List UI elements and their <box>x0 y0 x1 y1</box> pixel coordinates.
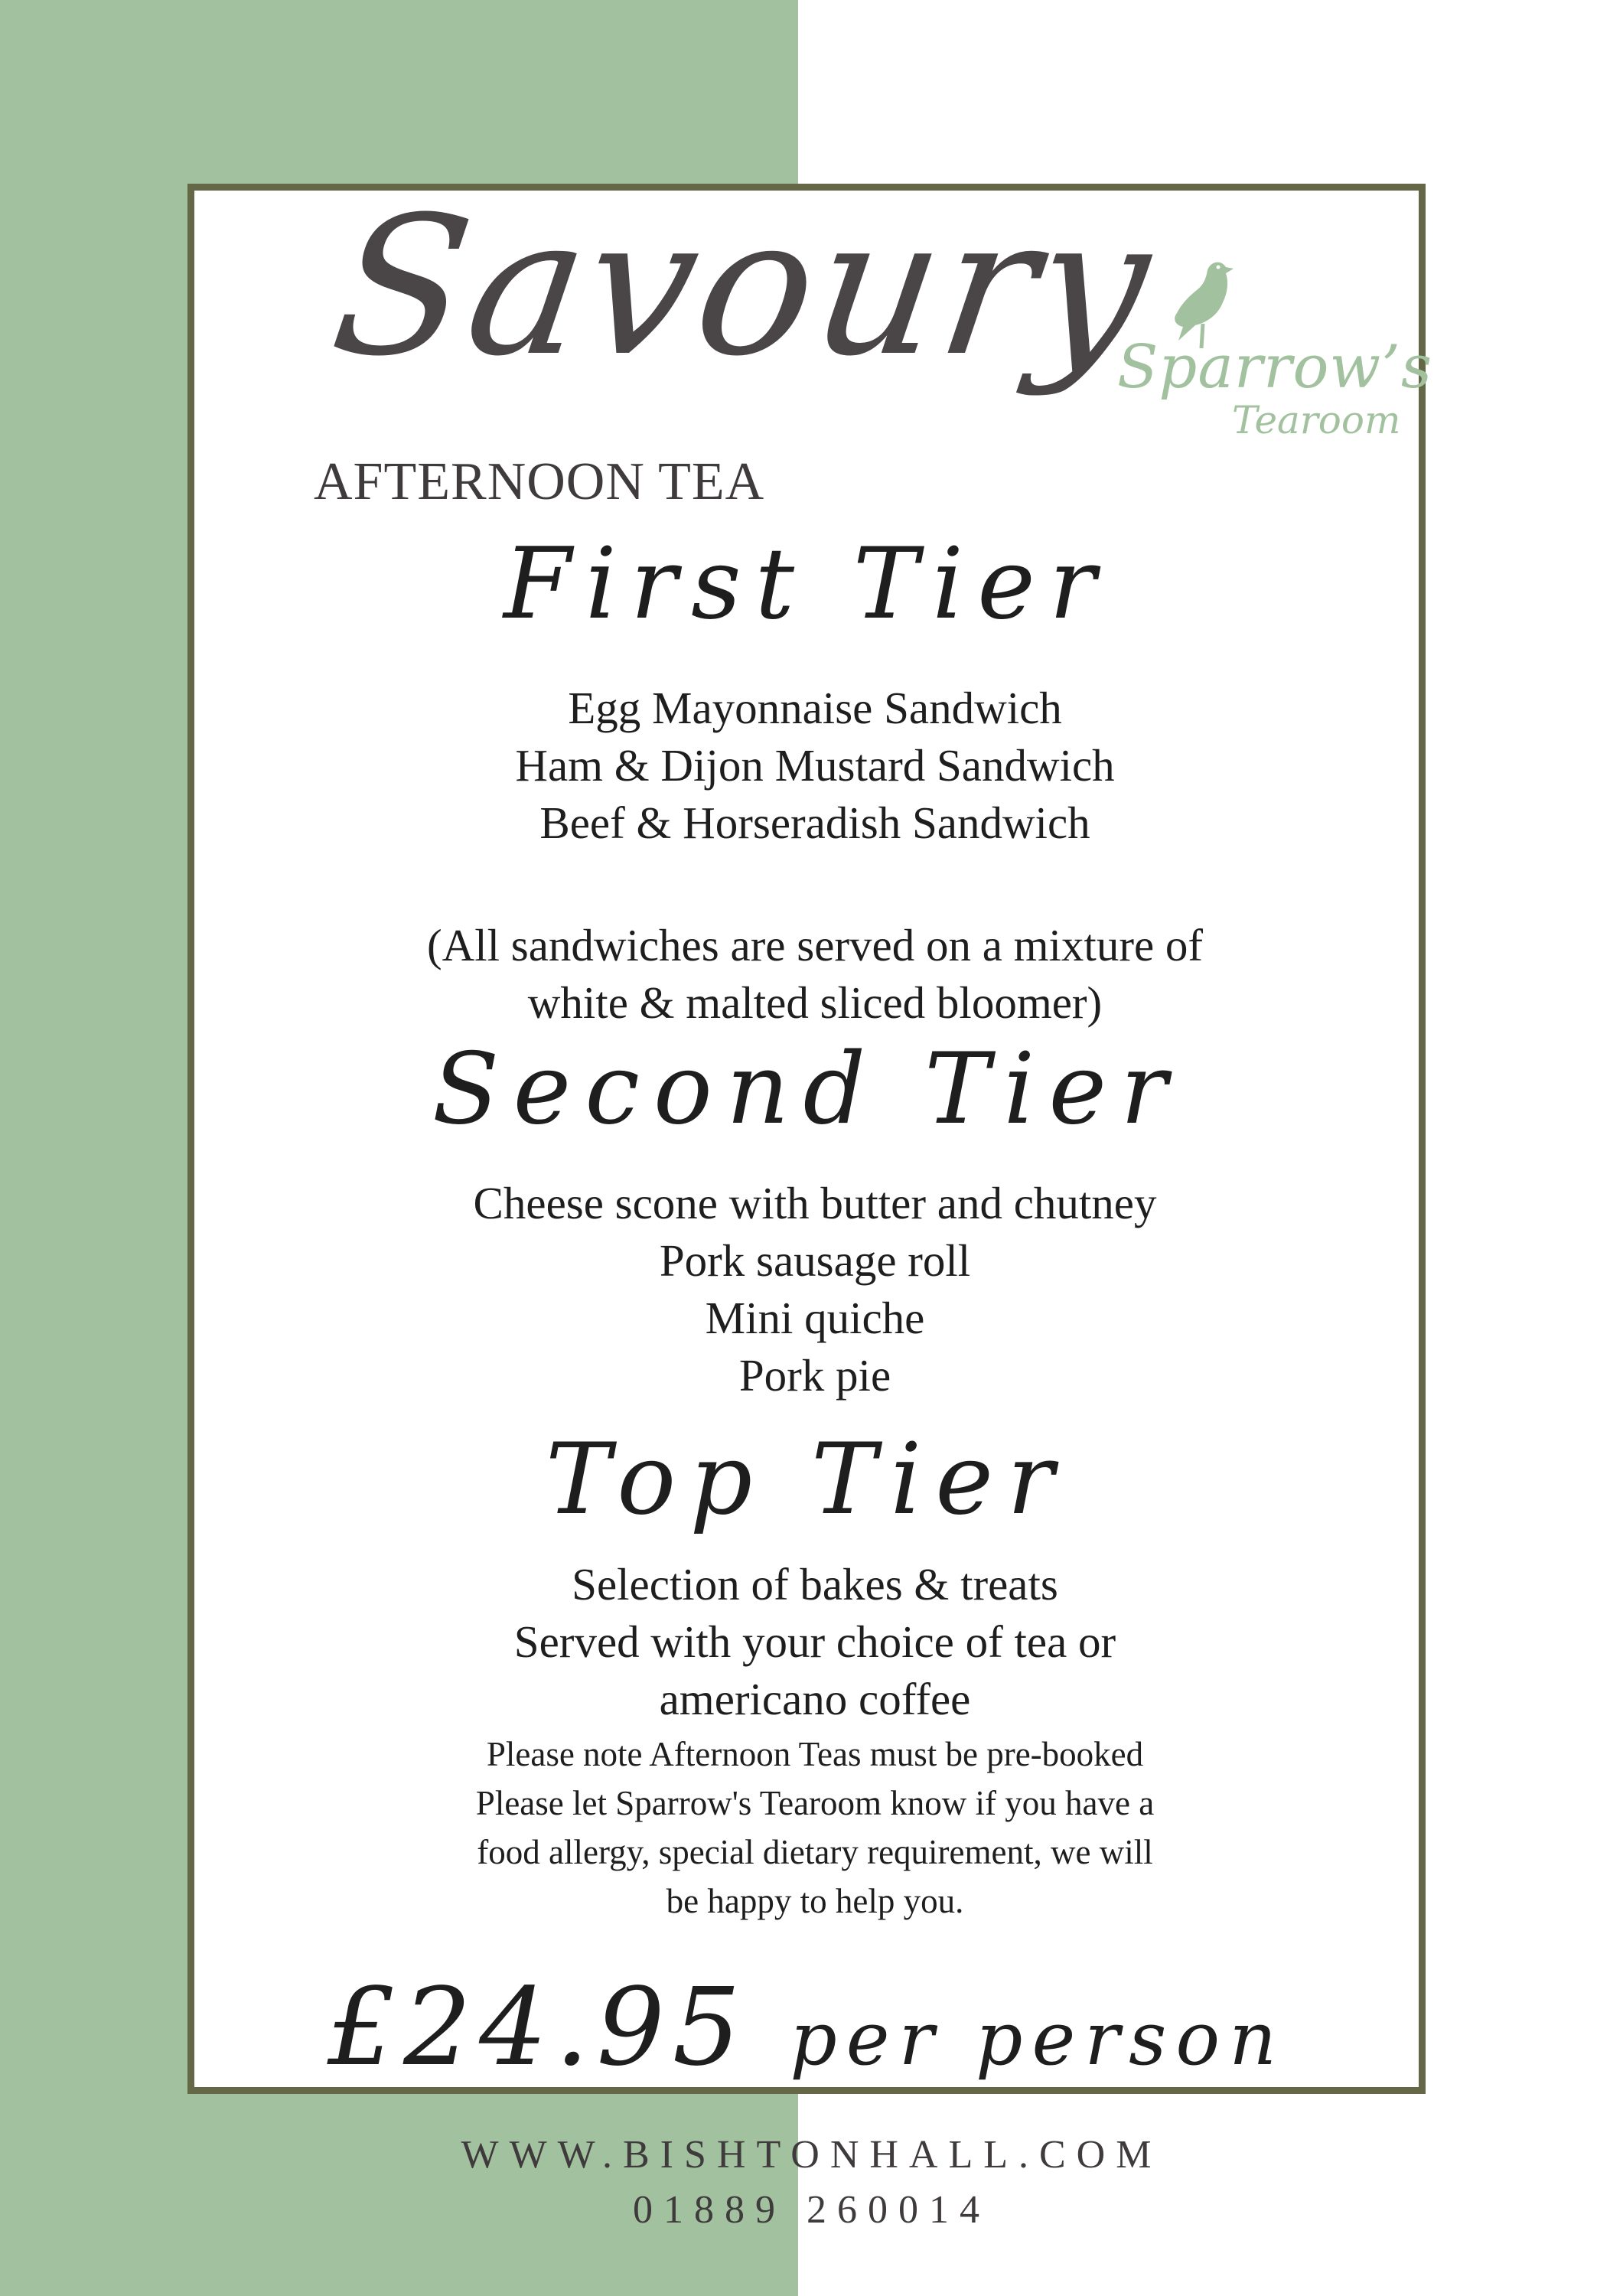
second-tier-items <box>230 1175 1400 1404</box>
list-item: Pork pie <box>738 1350 891 1401</box>
top-tier-heading: Top Tier <box>545 1423 1068 1537</box>
logo-subname: Tearoom <box>1232 398 1401 442</box>
booking-notes <box>230 1730 1400 1926</box>
page-title: Savoury <box>321 175 1165 398</box>
price-amount: £24.95 <box>327 1965 748 2090</box>
list-item: Served with your choice of tea or <box>513 1616 1116 1667</box>
website-link[interactable]: WWW.BISHTONHALL.COM <box>461 2133 1162 2177</box>
list-item: americano coffee <box>659 1674 971 1724</box>
note-line: Please let Sparrow's Tearoom know if you have a <box>475 1784 1155 1822</box>
list-item: Cheese scone with butter and chutney <box>473 1178 1157 1228</box>
note-line: (All sandwiches are served on a mixture of <box>426 920 1204 970</box>
note-line: food allergy, special dietary requirement, we will <box>477 1833 1153 1871</box>
logo-name: Sparrow’s <box>1117 333 1432 402</box>
price-suffix: per person <box>790 1996 1286 2082</box>
note-line: white & malted sliced bloomer) <box>527 977 1103 1028</box>
second-tier-heading: Second Tier <box>432 1032 1181 1146</box>
note-line: Please note Afternoon Teas must be pre-booked <box>486 1735 1144 1773</box>
list-item: Selection of bakes & treats <box>572 1559 1058 1609</box>
sandwich-note <box>230 917 1400 1032</box>
list-item: Pork sausage roll <box>659 1235 971 1286</box>
sparrows-tearoom-logo <box>1117 256 1432 448</box>
price <box>187 1965 1426 2090</box>
page-subtitle: AFTERNOON TEA <box>314 452 765 511</box>
list-item: Mini quiche <box>705 1293 925 1343</box>
top-tier-items <box>230 1556 1400 1728</box>
note-line: be happy to help you. <box>666 1882 964 1920</box>
list-item: Egg Mayonnaise Sandwich <box>568 683 1062 733</box>
first-tier-items <box>230 680 1400 852</box>
first-tier-heading: First Tier <box>504 527 1110 641</box>
phone-number[interactable]: 01889 260014 <box>633 2188 990 2232</box>
list-item: Beef & Horseradish Sandwich <box>539 797 1090 848</box>
list-item: Ham & Dijon Mustard Sandwich <box>515 740 1115 791</box>
